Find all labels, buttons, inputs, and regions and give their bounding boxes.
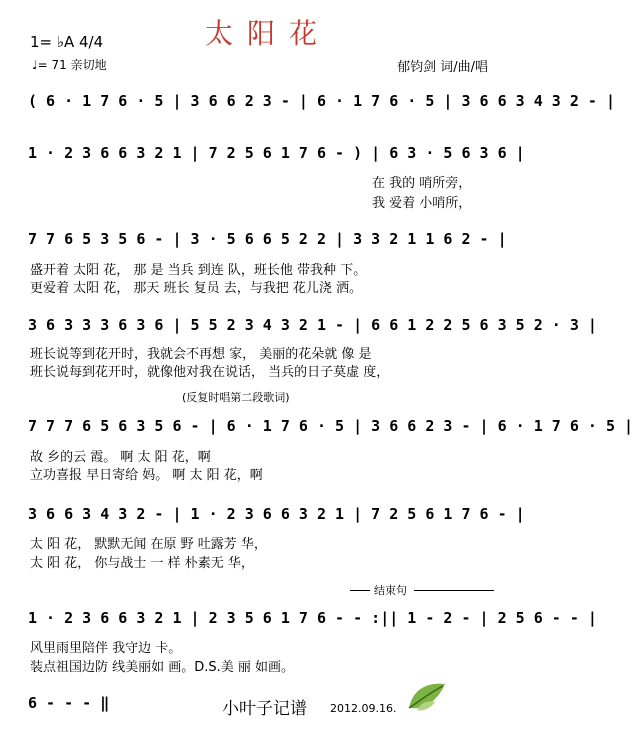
lyrics-line-4-verse-1: 班长说等到花开时，我就会不再想 家， 美丽的花朵就 像 是 — [30, 347, 372, 362]
melody-line-1: ( 6 · 1 7 6 · 5 | 3 6 6 2 3 - | 6 · 1 7 6 · 5 | 3 6 6 3 4 3 2 - | — [28, 92, 615, 110]
lyrics-line-6-verse-1: 太 阳 花， 默默无闻 在原 野 吐露芳 华， — [30, 537, 267, 552]
ending-label: 结束句 — [374, 584, 407, 597]
repeat-note: (反复时唱第二段歌词) — [182, 391, 290, 404]
melody-line-7: 1 · 2 3 6 6 3 2 1 | 2 3 5 6 1 7 6 - - :|| 1 - 2 - | 2 5 6 - - | — [28, 609, 597, 627]
ending-bracket-left — [350, 590, 370, 591]
melody-line-4: 3 6 3 3 3 6 3 6 | 5 5 2 3 4 3 2 1 - | 6 6 1 2 2 5 6 3 5 2 · 3 | — [28, 316, 597, 334]
leaf-icon — [405, 678, 449, 714]
lyrics-line-3-verse-1: 盛开着 太阳 花， 那 是 当兵 到连 队，班长他 带我种 下。 — [30, 263, 367, 278]
melody-line-2: 1 · 2 3 6 6 3 2 1 | 7 2 5 6 1 7 6 - ) | 6 3 · 5 6 3 6 | — [28, 144, 525, 162]
melody-line-5: 7 7 7 6 5 6 3 5 6 - | 6 · 1 7 6 · 5 | 3 6 6 2 3 - | 6 · 1 7 6 · 5 | — [28, 417, 633, 435]
lyrics-line-4-verse-2: 班长说每到花开时，就像他对我在说话， 当兵的日子莫虚 度， — [30, 365, 390, 380]
lyrics-line-2-verse-1: 在 我的 哨所旁， — [372, 176, 472, 191]
lyrics-line-7-verse-1: 风里雨里陪伴 我守边 卡。 — [30, 641, 182, 656]
lyrics-line-5-verse-1: 故 乡的云 霞。 啊 太 阳 花，啊 — [30, 450, 211, 465]
lyrics-line-5-verse-2: 立功喜报 早日寄给 妈。 啊 太 阳 花，啊 — [30, 468, 263, 483]
lyrics-line-3-verse-2: 更爱着 太阳 花， 那天 班长 复员 去，与我把 花儿浇 洒。 — [30, 281, 363, 296]
melody-line-3: 7 7 6 5 3 5 6 - | 3 · 5 6 6 5 2 2 | 3 3 2 1 1 6 2 - | — [28, 230, 507, 248]
credit-line: 郁钧剑 词/曲/唱 — [397, 60, 488, 75]
melody-line-8: 6 - - - ‖ — [28, 694, 110, 712]
melody-line-6: 3 6 6 3 4 3 2 - | 1 · 2 3 6 6 3 2 1 | 7 2 5 6 1 7 6 - | — [28, 505, 525, 523]
transcriber-signature: 小叶子记谱 — [222, 699, 307, 719]
tempo-marking: ♩= 71 亲切地 — [32, 58, 107, 72]
song-title: 太阳花 — [204, 17, 331, 50]
lyrics-line-7-verse-2: 装点祖国边防 线美丽如 画。D.S.美 丽 如画。 — [30, 660, 295, 675]
transcription-date: 2012.09.16. — [330, 702, 397, 715]
lyrics-line-2-verse-2: 我 爱着 小哨所， — [372, 196, 472, 211]
lyrics-line-6-verse-2: 太 阳 花， 你与战士 一 样 朴素无 华， — [30, 556, 254, 571]
key-signature: 1= ♭A 4/4 — [30, 33, 104, 51]
ending-bracket-right — [414, 590, 494, 591]
